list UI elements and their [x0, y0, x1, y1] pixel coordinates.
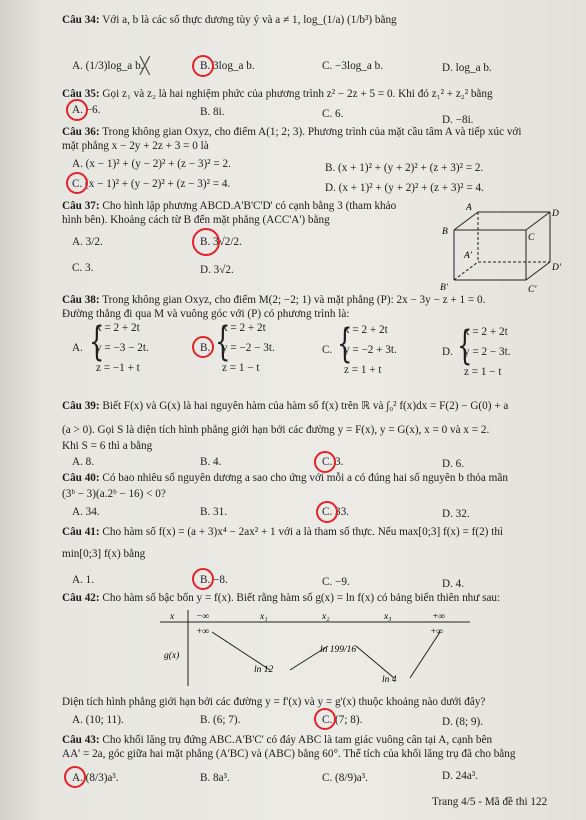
q38-c-line: x = 2 + 2t	[344, 324, 388, 336]
answer-circle	[314, 451, 336, 473]
q38-a-line: x = 2 + 2t	[96, 322, 140, 334]
question-42: Câu 42: Cho hàm số bậc bốn y = f(x). Biết rằng hàm số g(x) = ln f(x) có bảng biến thiên như sau:	[62, 592, 501, 604]
table-g-value: +∞	[430, 627, 444, 637]
q39-option-b[interactable]: B. 4.	[200, 456, 222, 468]
brace: {	[89, 319, 105, 365]
q34-option-c[interactable]: C. −3log_a b.	[322, 60, 384, 72]
page-footer: Trang 4/5 - Mã đề thi 122	[432, 796, 548, 808]
vertex-label: D	[552, 209, 559, 219]
vertex-label: B	[442, 227, 448, 237]
table-header-x: x	[170, 612, 175, 622]
question-42-line2: Diện tích hình phẳng giới hạn bởi các đường y = f'(x) và y = g'(x) thuộc khoảng nào dưới đây?	[62, 696, 486, 708]
table-x-value: −∞	[196, 612, 210, 622]
vertex-label: C	[528, 233, 535, 243]
question-39-line2: (a > 0). Gọi S là diện tích hình phẳng giới hạn bởi các đường y = F(x), y = G(x), x = 0 và x = 2.	[62, 424, 490, 436]
q38-c-line: z = 1 + t	[344, 364, 382, 376]
q38-b-line: x = 2 + 2t	[222, 322, 266, 334]
answer-circle	[192, 336, 214, 358]
table-g-value: +∞	[196, 627, 210, 637]
q38-d-line: y = 2 − 3t.	[464, 346, 511, 358]
question-38-line2: Đường thẳng đi qua M và vuông góc với (P) có phương trình là:	[62, 308, 350, 320]
answer-circle	[66, 172, 88, 194]
q41-option-c[interactable]: C. −9.	[322, 576, 350, 588]
q37-option-d[interactable]: D. 3√2.	[200, 264, 234, 276]
table-x-value: +∞	[432, 612, 446, 622]
table-x-value: x₂	[322, 612, 330, 622]
q38-label-c[interactable]: C.	[322, 344, 333, 356]
question-38: Câu 38: Trong không gian Oxyz, cho điểm M(2; −2; 1) và mặt phẳng (P): 2x − 3y − z + 1 = 0.	[62, 294, 486, 306]
question-40: Câu 40: Có bao nhiêu số nguyên dương a sao cho ứng với mỗi a có đúng hai số nguyên b thỏa mãn	[62, 472, 508, 484]
q43-option-c[interactable]: C. (8/9)a³.	[322, 772, 368, 784]
q42-option-d[interactable]: D. (8; 9).	[442, 716, 484, 728]
question-37-line2: hình bên). Khoảng cách từ B đến mặt phẳng (ACC'A') bằng	[62, 214, 330, 226]
question-36: Câu 36: Trong không gian Oxyz, cho điểm A(1; 2; 3). Phương trình của mặt cầu tâm A và tiếp xúc với	[62, 126, 522, 138]
q40-option-d[interactable]: D. 32.	[442, 508, 470, 520]
q34-option-b[interactable]: B. 3log_a b.	[200, 60, 255, 72]
q34-option-a[interactable]: A. (1/3)log_a b.	[72, 60, 144, 72]
q42-option-b[interactable]: B. (6; 7).	[200, 714, 241, 726]
question-35: Câu 35: Gọi z₁ và z₂ là hai nghiệm phức của phương trình z² − 2z + 5 = 0. Khi đó z₁² + z₂² bằng	[62, 88, 493, 100]
q41-option-a[interactable]: A. 1.	[72, 574, 95, 586]
answer-circle	[192, 55, 214, 77]
q42-option-a[interactable]: A. (10; 11).	[72, 714, 124, 726]
q37-option-a[interactable]: A. 3/2.	[72, 236, 103, 248]
q38-a-line: z = −1 + t	[96, 362, 140, 374]
question-36-line2: mặt phẳng x − 2y + 2z + 3 = 0 là	[62, 140, 209, 152]
question-43-line2: AA' = 2a, góc giữa hai mặt phẳng (A'BC) và (ABC) bằng 60°. Thể tích của khối lăng trụ đã cho bằng	[62, 748, 516, 760]
q36-option-c[interactable]: C. (x − 1)² + (y − 2)² + (z − 3)² = 4.	[72, 178, 231, 190]
q39-option-d[interactable]: D. 6.	[442, 458, 465, 470]
q40-option-c[interactable]: C. 33.	[322, 506, 350, 518]
q36-option-a[interactable]: A. (x − 1)² + (y − 2)² + (z − 3)² = 2.	[72, 158, 231, 170]
q38-b-line: y = −2 − 3t.	[222, 342, 275, 354]
table-row-label: g(x)	[164, 651, 180, 661]
q38-d-line: z = 1 − t	[464, 366, 502, 378]
q37-option-c[interactable]: C. 3.	[72, 262, 94, 274]
question-43: Câu 43: Cho khối lăng trụ đứng ABC.A'B'C' có đáy ABC là tam giác vuông cân tại A, cạnh bên	[62, 734, 493, 746]
q41-option-b[interactable]: B. −8.	[200, 574, 228, 586]
q36-option-d[interactable]: D. (x + 1)² + (y + 2)² + (z + 3)² = 4.	[325, 182, 484, 194]
q38-c-line: y = −2 + 3t.	[344, 344, 397, 356]
question-39: Câu 39: Biết F(x) và G(x) là hai nguyên hàm của hàm số f(x) trên ℝ và ∫₀² f(x)dx = F(2) − G(0) + a	[62, 400, 509, 412]
brace: {	[337, 321, 353, 367]
question-41: Câu 41: Cho hàm số f(x) = (a + 3)x⁴ − 2ax² + 1 với a là tham số thực. Nếu max[0;3] f(x) = f(2) thì	[62, 526, 504, 538]
variation-table	[160, 606, 480, 686]
q41-option-d[interactable]: D. 4.	[442, 578, 465, 590]
answer-circle	[192, 228, 220, 256]
q37-option-b[interactable]: B. 3√2/2.	[200, 236, 242, 248]
question-40-line2: (3ᵇ − 3)(a.2ᵇ − 16) < 0?	[62, 488, 166, 500]
brace: {	[215, 319, 231, 365]
question-39-line3: Khi S = 6 thì a bằng	[62, 440, 153, 452]
q36-option-b[interactable]: B. (x + 1)² + (y + 2)² + (z + 3)² = 2.	[325, 162, 484, 174]
q35-option-b[interactable]: B. 8i.	[200, 106, 225, 118]
q38-label-b[interactable]: B.	[200, 342, 211, 354]
brace: {	[457, 323, 473, 369]
question-41-line2: min[0;3] f(x) bằng	[62, 548, 146, 560]
vertex-label: A	[466, 203, 472, 213]
q35-option-d[interactable]: D. −8i.	[442, 114, 474, 126]
cross-mark: ╳	[140, 58, 150, 75]
vertex-label: A'	[464, 251, 472, 261]
table-x-value: x₁	[260, 612, 268, 622]
q38-label-d[interactable]: D.	[442, 346, 453, 358]
answer-circle	[314, 708, 336, 730]
q43-option-b[interactable]: B. 8a³.	[200, 772, 230, 784]
q43-option-d[interactable]: D. 24a³.	[442, 770, 478, 782]
q38-label-a[interactable]: A.	[72, 342, 83, 354]
vertex-label: D'	[552, 263, 561, 273]
q38-a-line: y = −3 − 2t.	[96, 342, 149, 354]
vertex-label: C'	[528, 285, 537, 295]
answer-circle	[316, 501, 338, 523]
answer-circle	[64, 766, 86, 788]
q34-option-d[interactable]: D. log_a b.	[442, 62, 492, 74]
q40-option-b[interactable]: B. 31.	[200, 506, 228, 518]
q35-option-c[interactable]: C. 6.	[322, 108, 344, 120]
table-x-value: x₃	[384, 612, 392, 622]
q35-option-a[interactable]: A. −6.	[72, 104, 101, 116]
answer-circle	[66, 99, 88, 121]
q40-option-a[interactable]: A. 34.	[72, 506, 100, 518]
question-34: Câu 34: Với a, b là các số thực dương tùy ý và a ≠ 1, log_(1/a) (1/b³) bằng	[62, 14, 397, 26]
q43-option-a[interactable]: A. (8/3)a³.	[72, 772, 119, 784]
q39-option-c[interactable]: C. 3.	[322, 456, 344, 468]
table-g-value: ln 12	[254, 665, 274, 675]
question-37: Câu 37: Cho hình lập phương ABCD.A'B'C'D' có cạnh bằng 3 (tham khảo	[62, 200, 397, 212]
q38-d-line: x = 2 + 2t	[464, 326, 508, 338]
q42-option-c[interactable]: C. (7; 8).	[322, 714, 363, 726]
table-g-value: ln 4	[382, 675, 397, 685]
vertex-label: B'	[440, 283, 448, 293]
q38-b-line: z = 1 − t	[222, 362, 260, 374]
q39-option-a[interactable]: A. 8.	[72, 456, 95, 468]
cube-figure	[440, 200, 580, 296]
answer-circle	[192, 568, 214, 590]
table-g-value: ln 199/16	[320, 645, 357, 655]
